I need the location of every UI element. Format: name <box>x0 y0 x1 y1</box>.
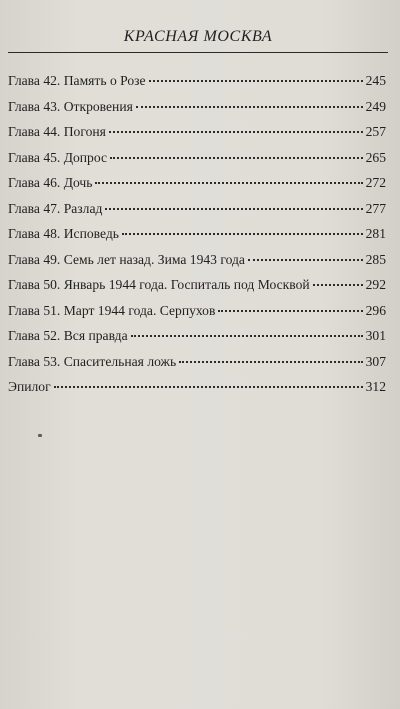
toc-entry <box>8 175 386 201</box>
toc-entry <box>8 73 386 99</box>
print-speck <box>38 434 42 437</box>
dot-leader <box>313 284 363 286</box>
toc-entry-page: 272 <box>365 175 386 190</box>
toc-entry-title: Глава 43. Откровения <box>8 98 133 114</box>
toc-entry-title: Глава 47. Разлад <box>8 200 103 216</box>
dot-leader <box>248 259 363 261</box>
running-head-title: КРАСНАЯ МОСКВА <box>8 28 388 53</box>
toc-entry <box>8 379 386 405</box>
toc-entry <box>8 99 386 125</box>
toc-entry-page: 281 <box>365 226 386 241</box>
dot-leader <box>95 182 362 184</box>
toc-entry <box>8 328 386 354</box>
toc-entry <box>8 201 386 227</box>
table-of-contents <box>8 73 386 405</box>
toc-entry-title: Глава 44. Погоня <box>8 124 106 139</box>
dot-leader <box>109 131 363 133</box>
dot-leader <box>136 106 363 108</box>
toc-entry-title: Глава 45. Допрос <box>8 149 108 165</box>
toc-entry-title: Глава 50. Январь 1944 года. Госпиталь под Москвой <box>8 277 310 292</box>
toc-entry <box>8 150 386 176</box>
toc-entry-page: 257 <box>365 124 386 139</box>
toc-entry-page: 285 <box>365 251 386 267</box>
toc-entry-page: 265 <box>365 149 386 165</box>
toc-entry-page: 277 <box>365 200 386 216</box>
toc-entry <box>8 124 386 150</box>
toc-entry <box>8 277 386 303</box>
toc-entry-title: Глава 51. Март 1944 года. Серпухов <box>8 302 216 318</box>
dot-leader <box>218 310 362 312</box>
dot-leader <box>105 208 362 210</box>
toc-entry-page: 249 <box>365 98 386 114</box>
toc-entry-page: 307 <box>365 353 386 369</box>
dot-leader <box>149 80 363 82</box>
toc-entry <box>8 354 386 380</box>
toc-entry-page: 312 <box>365 379 386 394</box>
dot-leader <box>54 386 363 388</box>
toc-entry-page: 292 <box>365 277 386 292</box>
toc-entry <box>8 303 386 329</box>
toc-entry-page: 301 <box>365 328 386 343</box>
toc-entry-title: Глава 48. Исповедь <box>8 226 119 241</box>
toc-entry-title: Эпилог <box>8 379 51 394</box>
toc-entry-page: 245 <box>365 73 386 88</box>
toc-entry-title: Глава 53. Спасительная ложь <box>8 353 177 369</box>
dot-leader <box>110 157 363 159</box>
dot-leader <box>122 233 363 235</box>
dot-leader <box>131 335 363 337</box>
dot-leader <box>179 361 362 363</box>
toc-entry <box>8 252 386 278</box>
toc-entry-title: Глава 49. Семь лет назад. Зима 1943 года <box>8 251 245 267</box>
toc-entry <box>8 226 386 252</box>
toc-entry-title: Глава 46. Дочь <box>8 175 93 190</box>
toc-entry-title: Глава 52. Вся правда <box>8 328 128 343</box>
toc-entry-page: 296 <box>365 302 386 318</box>
toc-entry-title: Глава 42. Память о Розе <box>8 73 146 88</box>
